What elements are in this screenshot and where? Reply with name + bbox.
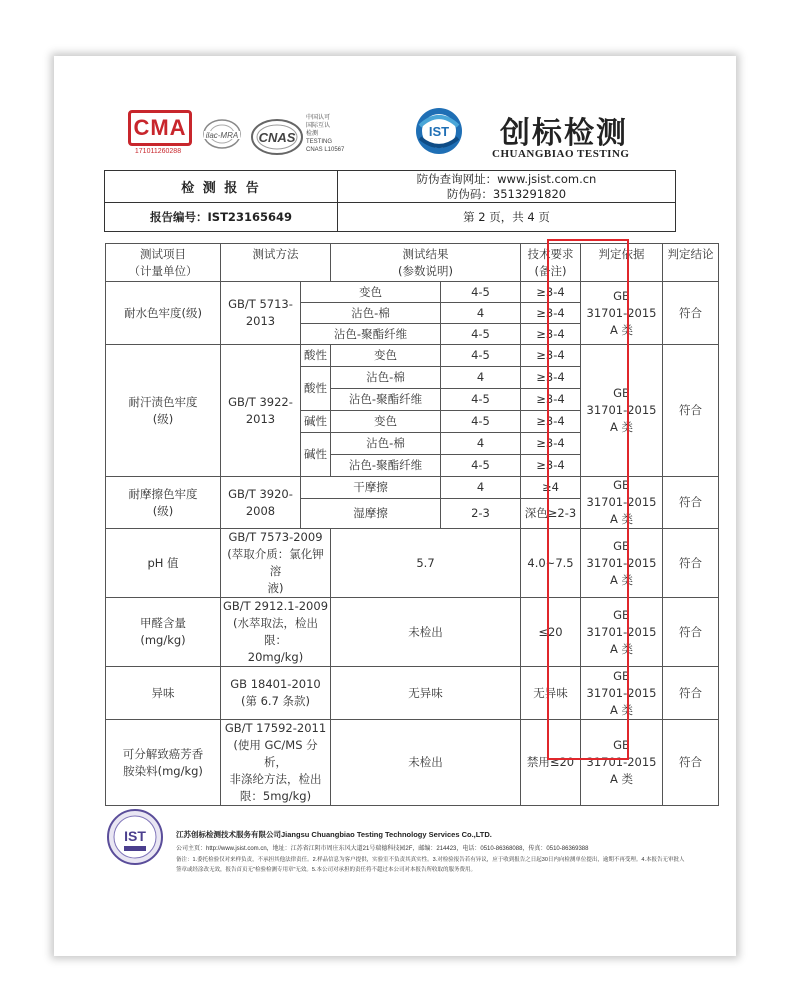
result-cell: 未检出 xyxy=(331,720,521,806)
header-method: 测试方法 xyxy=(221,244,331,282)
value-cell: 2-3 xyxy=(441,499,521,529)
table-row xyxy=(106,598,719,667)
item-name: 耐摩擦色牢度 (级) xyxy=(106,477,221,529)
table-row xyxy=(106,529,719,598)
header-requirement: 技术要求 (备注) xyxy=(521,244,581,282)
item-method: GB/T 3920-2008 xyxy=(221,477,301,529)
cma-logo xyxy=(128,110,188,155)
cnas-caption-line: TESTING xyxy=(306,139,333,145)
table-row xyxy=(106,720,719,806)
ist-logo-label: IST xyxy=(428,124,450,139)
anti-fake-code: 防伪码：3513291820 xyxy=(446,186,567,201)
footer-note: 备注：1.委托检验仅对来样负责，不承担其他法律责任。2.样品信息为客户提供，实验室不负责其真实性。3.对检验报告若有异议，应于收到报告之日起30日内向检测单位提出，逾期不再受理。4.本报告无审批人签章或经涂改无效，报告首页无"检验检测专用章"无效。5.本公司对承担的责任将不超过本公司对本报告所收取的服务费用。 xyxy=(176,857,685,873)
conclusion-cell: 符合 xyxy=(663,345,719,477)
ilac-mra-icon xyxy=(200,116,244,156)
test-results-table xyxy=(105,243,719,806)
req-cell: 4.0~7.5 xyxy=(521,529,581,598)
item-method: GB/T 2912.1-2009 (水萃取法，检出限： 20mg/kg) xyxy=(221,598,331,667)
cnas-caption-line: 中国认可 xyxy=(306,115,331,121)
header-conclusion: 判定结论 xyxy=(663,244,719,282)
query-site: 防伪查询网址：www.jsist.com.cn xyxy=(416,171,597,186)
ist-seal xyxy=(106,808,164,866)
conclusion-cell: 符合 xyxy=(663,667,719,720)
basis-cell: GB 31701-2015 A 类 xyxy=(581,598,663,667)
basis-cell: GB 31701-2015 A 类 xyxy=(581,345,663,477)
brand-name-en: CHUANGBIAO TESTING xyxy=(492,148,630,160)
value-cell: 4-5 xyxy=(441,324,521,345)
item-method: GB/T 5713-2013 xyxy=(221,282,301,345)
item-method: GB/T 7573-2009 (萃取介质：氯化钾溶 液) xyxy=(221,529,331,598)
basis-cell: GB 31701-2015 A 类 xyxy=(581,282,663,345)
req-cell: ≥3-4 xyxy=(521,455,581,477)
value-cell: 4 xyxy=(441,303,521,324)
condition-cell: 酸性 xyxy=(301,345,331,367)
footer-address: 公司主页：http://www.jsist.com.cn，地址：江苏省江阴市周庄东风大道21号瑞德科技园2F，邮编：214423，电话：0510-86368088，传真：0510-86369388 xyxy=(176,846,589,852)
req-cell: ≥3-4 xyxy=(521,324,581,345)
ilac-mra-logo xyxy=(200,116,244,156)
header-item: 测试项目 （计量单位） xyxy=(106,244,221,282)
param-cell: 沾色-棉 xyxy=(331,433,441,455)
item-name: 异味 xyxy=(106,667,221,720)
req-cell: ≥3-4 xyxy=(521,367,581,389)
param-cell: 变色 xyxy=(301,282,441,303)
param-cell: 沾色-聚酯纤维 xyxy=(301,324,441,345)
item-name: pH 值 xyxy=(106,529,221,598)
condition-cell: 酸性 xyxy=(301,367,331,411)
ist-globe-icon xyxy=(414,106,464,156)
req-cell: ≥3-4 xyxy=(521,345,581,367)
condition-cell: 碱性 xyxy=(301,411,331,433)
req-cell: 深色≥2-3 xyxy=(521,499,581,529)
value-cell: 4-5 xyxy=(441,345,521,367)
cnas-icon xyxy=(250,118,304,156)
basis-cell: GB 31701-2015 A 类 xyxy=(581,529,663,598)
header-basis: 判定依据 xyxy=(581,244,663,282)
report-title: 检 测 报 告 xyxy=(181,181,261,196)
cnas-caption xyxy=(306,114,344,154)
item-method: GB/T 17592-2011 (使用 GC/MS 分析， 非涤纶方法，检出 限：5mg/kg) xyxy=(221,720,331,806)
value-cell: 4-5 xyxy=(441,389,521,411)
req-cell: ≤20 xyxy=(521,598,581,667)
result-cell: 5.7 xyxy=(331,529,521,598)
req-cell: ≥3-4 xyxy=(521,433,581,455)
cnas-caption-line: 国际互认 xyxy=(306,123,331,129)
report-number: 报告编号：IST23165649 xyxy=(150,210,292,224)
basis-cell: GB 31701-2015 A 类 xyxy=(581,720,663,806)
page-info: 第 2 页，共 4 页 xyxy=(463,210,550,224)
conclusion-cell: 符合 xyxy=(663,282,719,345)
conclusion-cell: 符合 xyxy=(663,598,719,667)
req-cell: ≥3-4 xyxy=(521,411,581,433)
req-cell: ≥3-4 xyxy=(521,303,581,324)
item-method: GB/T 3922-2013 xyxy=(221,345,301,477)
item-name: 耐汗渍色牢度 (级) xyxy=(106,345,221,477)
param-cell: 沾色-聚酯纤维 xyxy=(331,455,441,477)
cnas-label: CNAS xyxy=(258,130,296,145)
param-cell: 湿摩擦 xyxy=(301,499,441,529)
ist-seal-label: IST xyxy=(124,828,146,844)
value-cell: 4-5 xyxy=(441,282,521,303)
param-cell: 沾色-棉 xyxy=(301,303,441,324)
param-cell: 变色 xyxy=(331,345,441,367)
value-cell: 4 xyxy=(441,367,521,389)
cma-code: 171011260288 xyxy=(134,148,182,155)
item-name: 耐水色牢度(级) xyxy=(106,282,221,345)
brand-name-cn: 创标检测 xyxy=(500,116,628,151)
ist-seal-icon xyxy=(106,808,164,866)
value-cell: 4-5 xyxy=(441,411,521,433)
header-result: 测试结果 (参数说明) xyxy=(331,244,521,282)
ilac-mra-label: ilac-MRA xyxy=(205,131,239,140)
table-row xyxy=(106,667,719,720)
report-header-table xyxy=(104,170,676,232)
value-cell: 4 xyxy=(441,433,521,455)
param-cell: 沾色-聚酯纤维 xyxy=(331,389,441,411)
req-cell: ≥3-4 xyxy=(521,282,581,303)
ist-logo xyxy=(414,106,464,156)
basis-cell: GB 31701-2015 A 类 xyxy=(581,667,663,720)
conclusion-cell: 符合 xyxy=(663,720,719,806)
req-cell: ≥3-4 xyxy=(521,389,581,411)
param-cell: 干摩擦 xyxy=(301,477,441,499)
cnas-logo xyxy=(250,118,304,156)
value-cell: 4 xyxy=(441,477,521,499)
req-cell: 无异味 xyxy=(521,667,581,720)
table-row xyxy=(106,345,719,367)
table-header-row xyxy=(106,244,719,282)
cnas-caption-line: 检测 xyxy=(306,131,319,137)
basis-cell: GB 31701-2015 A 类 xyxy=(581,477,663,529)
condition-cell: 碱性 xyxy=(301,433,331,477)
result-cell: 未检出 xyxy=(331,598,521,667)
param-cell: 沾色-棉 xyxy=(331,367,441,389)
report-page xyxy=(54,56,736,956)
item-name: 可分解致癌芳香 胺染料(mg/kg) xyxy=(106,720,221,806)
cnas-caption-line: CNAS L10567 xyxy=(306,147,345,153)
footer-company: 江苏创标检测技术服务有限公司Jiangsu Chuangbiao Testing Technology Services Co.,LTD. xyxy=(176,830,492,839)
item-name: 甲醛含量 (mg/kg) xyxy=(106,598,221,667)
conclusion-cell: 符合 xyxy=(663,477,719,529)
table-row xyxy=(106,477,719,499)
param-cell: 变色 xyxy=(331,411,441,433)
conclusion-cell: 符合 xyxy=(663,529,719,598)
value-cell: 4-5 xyxy=(441,455,521,477)
req-cell: ≥4 xyxy=(521,477,581,499)
item-method: GB 18401-2010 (第 6.7 条款) xyxy=(221,667,331,720)
result-cell: 无异味 xyxy=(331,667,521,720)
req-cell: 禁用≤20 xyxy=(521,720,581,806)
cma-logo-mark: CMA xyxy=(128,110,192,146)
table-row xyxy=(106,282,719,303)
